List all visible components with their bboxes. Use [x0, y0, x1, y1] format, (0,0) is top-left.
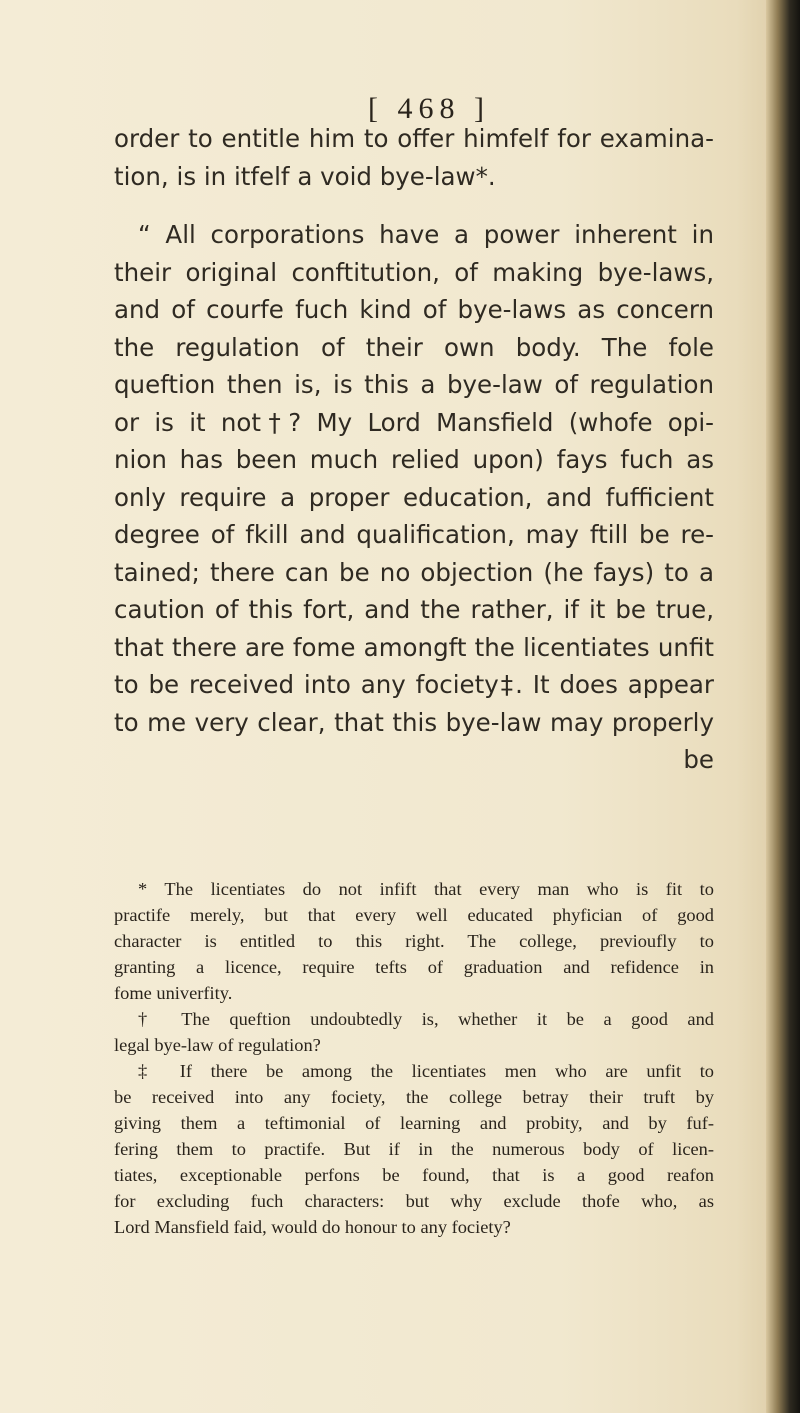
footnote-line: † The queftion undoubtedly is, whether it be a good and [138, 1009, 714, 1029]
text-line: to me very clear, that this bye-law may properly [114, 707, 714, 737]
page-edge-shadow [766, 0, 800, 1413]
text-line [114, 195, 714, 216]
text-line: their original conftitution, of making bye-laws, [114, 257, 714, 287]
footnote-line: fome univerfity. [114, 983, 233, 1003]
footnote-line: ‡ If there be among the licentiates men who are unfit to [138, 1061, 714, 1081]
text-line: caution of this fort, and the rather, if it be true, [114, 595, 714, 624]
text-line: the regulation of their own body. The fole [114, 332, 714, 362]
footnote-line: legal bye-law of regulation? [114, 1035, 321, 1055]
footnote-line: tiates, exceptionable perfons be found, that is a good reafon [114, 1165, 714, 1185]
footnote-line: practife merely, but that every well educated phyfician of good [114, 905, 714, 925]
text-line: only require a proper education, and fufficient [114, 482, 714, 512]
text-line: “ All corporations have a power inherent in [138, 220, 714, 249]
footnote-line: be received into any fociety, the college betray their truft by [114, 1087, 714, 1107]
text-line: nion has been much relied upon) fays fuch as [114, 445, 714, 474]
footnote-line: Lord Mansfield faid, would do honour to any fociety? [114, 1217, 511, 1237]
text-line: or is it not†? My Lord Mansfield (whofe opi- [114, 407, 714, 437]
main-text [114, 120, 714, 779]
footnote-line: character is entitled to this right. The college, previoufly to [114, 931, 714, 951]
text-line: tained; there can be no objection (he fays) to a [114, 557, 714, 587]
text-line: tion, is in itfelf a void bye-law*. [114, 161, 496, 191]
footnote-line: * The licentiates do not infift that every man who is fit to [138, 879, 714, 899]
footnotes [114, 876, 714, 1240]
text-line: to be received into any fociety‡. It does appear [114, 670, 714, 699]
footnote-line: fering them to practife. But if in the numerous body of licen- [114, 1139, 714, 1159]
catchword: be [683, 745, 714, 774]
text-line: and of courfe fuch kind of bye-laws as concern [114, 295, 714, 324]
text-line: queftion then is, is this a bye-law of regulation [114, 370, 714, 399]
text-line: degree of fkill and qualification, may ftill be re- [114, 520, 714, 549]
page-number: [ 468 ] [368, 92, 490, 125]
footnote-line: for excluding fuch characters: but why exclude thofe who, as [114, 1191, 714, 1211]
footnote-line: granting a licence, require tefts of graduation and refidence in [114, 957, 714, 977]
footnote-line: giving them a teftimonial of learning and probity, and by fuf- [114, 1113, 714, 1133]
text-line: order to entitle him to offer himfelf for examina- [114, 124, 714, 153]
text-line: that there are fome amongft the licentiates unfit [114, 632, 714, 662]
